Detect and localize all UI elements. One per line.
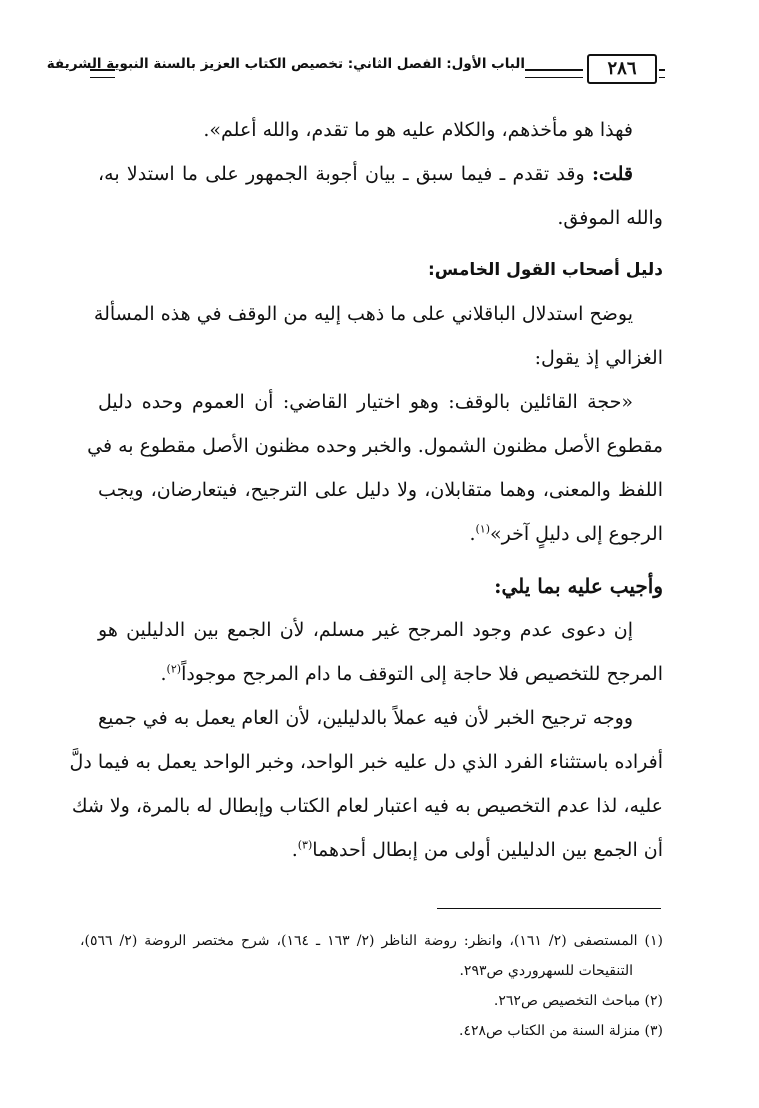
text-line: ووجه ترجيح الخبر لأن فيه عملاً بالدليلين، لأن العام يعمل به في جميع [98,707,633,729]
header-rule-right [659,69,665,78]
text-line: عليه، لذا عدم التخصيص به فيه اعتبار لعام الكتاب وإبطال له بالمرة، ولا شك [71,795,663,817]
text-line-main: أن الجمع بين الدليلين أولى من إبطال أحدهما [312,839,663,861]
text-line [98,828,663,872]
footnote-ref: (١) [475,522,491,536]
period: . [160,663,167,685]
footnote-ref: (٣) [297,838,313,852]
text-line [98,652,663,696]
header-rule-left [90,69,115,78]
text-line: فهذا هو مأخذهم، والكلام عليه هو ما تقدم، والله أعلم». [203,119,633,141]
header-title: الباب الأول: الفصل الثاني: تخصيص الكتاب العزيز بالسنة النبوية الشريفة [46,56,525,72]
text-line: يوضح استدلال الباقلاني على ما ذهب إليه من الوقف في هذه المسألة [93,303,633,325]
footnote: التنقيحات للسهروردي ص٢٩٣. [459,963,633,979]
text-line-main: الرجوع إلى دليلٍ آخر» [490,523,663,545]
text-line: إن دعوى عدم وجود المرجح غير مسلم، لأن الجمع بين الدليلين هو [98,619,633,641]
footnote-separator [437,908,661,909]
text-line: مقطوع الأصل مظنون الشمول. والخبر وحده مظنون الأصل مقطوع به في [87,435,663,457]
footnote-ref: (٢) [166,662,182,676]
footnote: (٢) مباحث التخصيص ص٢٦٢. [493,993,663,1009]
text-line [98,512,663,556]
period: . [469,523,476,545]
running-header [46,52,665,88]
text-line: أفراده باستثناء الفرد الذي دل عليه خبر الواحد، وخبر الواحد يعمل به فيما دلَّ [69,751,663,773]
text-line-main: المرجح للتخصيص فلا حاجة إلى التوقف ما دام المرجح موجوداً [181,663,663,685]
period: . [291,839,298,861]
text-line-rest: وقد تقدم ـ فيما سبق ـ بيان أجوبة الجمهور على ما استدلا به، [98,163,585,185]
text-line: والله الموفق. [557,207,663,229]
text-line: «حجة القائلين بالوقف: وهو اختيار القاضي: أن العموم وحده دليل [98,391,633,413]
footnote: (١) المستصفى (٢/ ١٦١)، وانظر: روضة الناظر (٢/ ١٦٣ ـ ١٦٤)، شرح مختصر الروضة (٢/ ٥٦٦)، [80,933,663,949]
section-heading: وأجيب عليه بما يلي: [494,574,663,598]
section-heading: دليل أصحاب القول الخامس: [427,260,663,280]
text-line: الغزالي إذ يقول: [534,347,663,369]
text-line [98,152,663,196]
header-rule-middle [525,69,583,78]
qult-label: قلت: [591,163,634,185]
text-line: اللفظ والمعنى، وهما متقابلان، ولا دليل على الترجيح، فيتعارضان، ويجب [98,479,663,501]
footnote: (٣) منزلة السنة من الكتاب ص٤٢٨. [459,1023,663,1039]
page-number: ٢٨٦ [587,54,657,84]
body-text [69,108,663,872]
footnotes [80,926,663,1046]
